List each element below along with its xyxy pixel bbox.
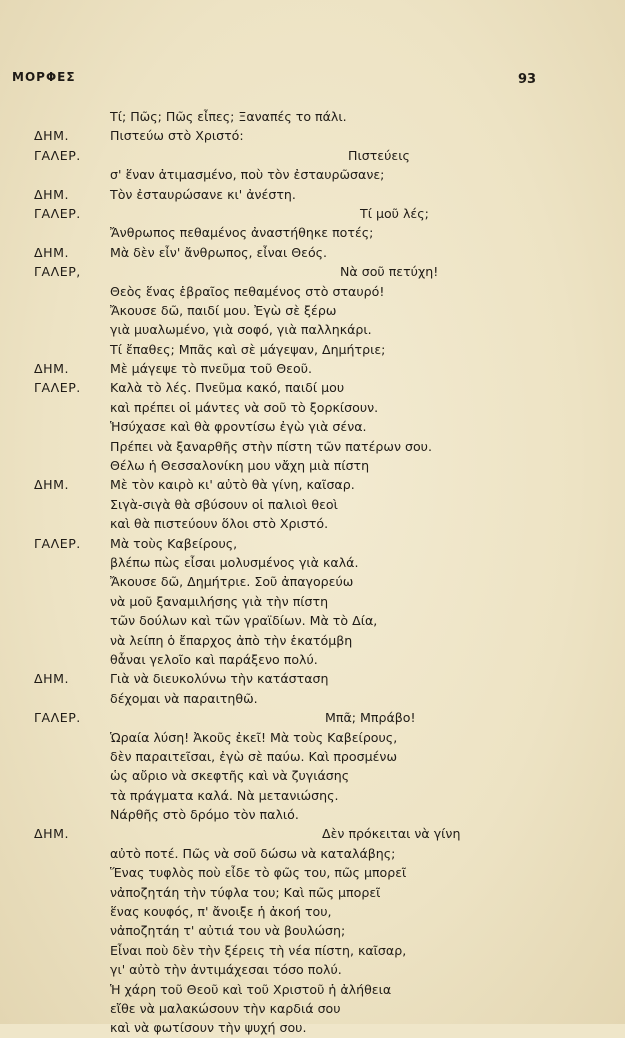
dialogue-line: [34, 902, 594, 921]
verse-text: Τί ἔπαθες; Μπᾶς καὶ σὲ μάγεψαν, Δημήτριε;: [110, 341, 386, 357]
verse-text: Μὲ τὸν καιρὸ κι' αὐτὸ θὰ γίνη, καῖσαρ.: [110, 477, 355, 493]
dialogue-line: [34, 359, 594, 378]
speaker-label: ΓΑΛΕΡ.: [34, 710, 81, 726]
dialogue-line: [34, 592, 594, 611]
dialogue-line: [34, 165, 594, 184]
dialogue-line: [34, 243, 594, 262]
verse-text: τῶν δούλων καὶ τῶν γραϊδίων. Μὰ τὸ Δία,: [110, 613, 378, 629]
running-title: ΜΟΡΦΕΣ: [12, 70, 76, 84]
dialogue-line: [34, 747, 594, 766]
dialogue-line: [34, 728, 594, 747]
verse-text: Ἄνθρωπος πεθαμένος ἀναστήθηκε ποτές;: [110, 225, 374, 241]
dialogue-line: [34, 262, 594, 281]
dialogue-line: [34, 378, 594, 397]
dialogue-line: [34, 824, 594, 843]
verse-text: Τί μοῦ λές;: [360, 205, 429, 221]
dialogue-line: [34, 514, 594, 533]
page-number: 93: [518, 72, 537, 87]
verse-text: δὲν παραιτεῖσαι, ἐγὼ σὲ παύω. Καὶ προσμένω: [110, 748, 398, 764]
verse-text: σ' ἕναν ἀτιμασμένο, ποὺ τὸν ἐσταυρῶσανε;: [110, 167, 385, 183]
dialogue-line: [34, 126, 594, 145]
verse-text: Πιστεύω στὸ Χριστό:: [110, 128, 244, 144]
dialogue-line: [34, 631, 594, 650]
dialogue-text: [34, 107, 594, 1038]
speaker-label: ΓΑΛΕΡ.: [34, 535, 81, 551]
dialogue-line: [34, 553, 594, 572]
speaker-label: ΔΗΜ.: [34, 671, 69, 687]
verse-text: Σιγὰ-σιγὰ θὰ σβύσουν οἱ παλιοὶ θεοὶ: [110, 496, 338, 512]
verse-text: Πιστεύεις: [348, 147, 410, 163]
verse-text: νἀποζητάη τὴν τύφλα του; Καὶ πῶς μπορεῖ: [110, 884, 381, 900]
verse-text: Τὸν ἐσταυρώσανε κι' ἀνέστη.: [110, 186, 296, 202]
dialogue-line: [34, 999, 594, 1018]
verse-text: Νὰ σοῦ πετύχη!: [340, 264, 439, 280]
dialogue-line: [34, 611, 594, 630]
dialogue-line: [34, 417, 594, 436]
dialogue-line: [34, 921, 594, 940]
verse-text: Ἡσύχασε καὶ θὰ φροντίσω ἐγὼ γιὰ σένα.: [110, 419, 367, 435]
dialogue-line: [34, 398, 594, 417]
dialogue-line: [34, 107, 594, 126]
dialogue-line: [34, 689, 594, 708]
verse-text: γιὰ μυαλωμένο, γιὰ σοφό, γιὰ παλληκάρι.: [110, 322, 372, 338]
dialogue-line: [34, 495, 594, 514]
dialogue-line: [34, 301, 594, 320]
verse-text: ἕνας κουφός, π' ἄνοιξε ἡ ἀκοή του,: [110, 904, 332, 920]
dialogue-line: [34, 282, 594, 301]
verse-text: δέχομαι νὰ παραιτηθῶ.: [110, 690, 258, 706]
verse-text: Μὰ δὲν εἶν' ἄνθρωπος, εἶναι Θεός.: [110, 244, 328, 260]
speaker-label: ΓΑΛΕΡ.: [34, 205, 81, 221]
speaker-label: ΔΗΜ.: [34, 477, 69, 493]
dialogue-line: [34, 708, 594, 727]
verse-text: Θέλω ἡ Θεσσαλονίκη μου νἄχη μιὰ πίστη: [110, 458, 370, 474]
dialogue-line: [34, 805, 594, 824]
verse-text: Μπᾶ; Μπράβο!: [325, 710, 416, 726]
verse-text: Μὰ τοὺς Καβείρους,: [110, 535, 238, 551]
verse-text: νἀποζητάη τ' αὐτιά του νὰ βουλώση;: [110, 923, 346, 939]
dialogue-line: [34, 1018, 594, 1037]
dialogue-line: [34, 863, 594, 882]
dialogue-line: [34, 204, 594, 223]
verse-text: καὶ νὰ φωτίσουν τὴν ψυχή σου.: [110, 1020, 307, 1036]
speaker-label: ΔΗΜ.: [34, 128, 69, 144]
dialogue-line: [34, 766, 594, 785]
dialogue-line: [34, 185, 594, 204]
verse-text: Θεὸς ἕνας ἑβραῖος πεθαμένος στὸ σταυρό!: [110, 283, 385, 299]
speaker-label: ΓΑΛΕΡ,: [34, 264, 81, 280]
verse-text: νὰ μοῦ ξαναμιλήσης γιὰ τὴν πίστη: [110, 593, 329, 609]
verse-text: ὡς αὔριο νὰ σκεφτῆς καὶ νὰ ζυγιάσης: [110, 768, 350, 784]
verse-text: Ἡ χάρη τοῦ Θεοῦ καὶ τοῦ Χριστοῦ ἡ ἀλήθεια: [110, 981, 392, 997]
dialogue-line: [34, 340, 594, 359]
dialogue-line: [34, 534, 594, 553]
verse-text: Γιὰ νὰ διευκολύνω τὴν κατάσταση: [110, 671, 329, 687]
speaker-label: ΔΗΜ.: [34, 361, 69, 377]
dialogue-line: [34, 844, 594, 863]
dialogue-line: [34, 883, 594, 902]
dialogue-line: [34, 960, 594, 979]
verse-text: γι' αὐτὸ τὴν ἀντιμάχεσαι τόσο πολύ.: [110, 962, 342, 978]
verse-text: βλέπω πὼς εἶσαι μολυσμένος γιὰ καλά.: [110, 554, 359, 570]
dialogue-line: [34, 146, 594, 165]
dialogue-line: [34, 669, 594, 688]
verse-text: Ὡραία λύση! Ἀκοῦς ἐκεῖ! Μὰ τοὺς Καβείρους,: [110, 729, 398, 745]
dialogue-line: [34, 786, 594, 805]
dialogue-line: [34, 475, 594, 494]
dialogue-line: [34, 456, 594, 475]
dialogue-line: [34, 980, 594, 999]
verse-text: τὰ πράγματα καλά. Νὰ μετανιώσης.: [110, 787, 339, 803]
verse-text: αὐτὸ ποτέ. Πῶς νὰ σοῦ δώσω νὰ καταλάβης;: [110, 845, 396, 861]
dialogue-line: [34, 320, 594, 339]
verse-text: καὶ πρέπει οἱ μάντες νὰ σοῦ τὸ ξορκίσουν.: [110, 399, 379, 415]
verse-text: Ἄκουσε δῶ, Δημήτριε. Σοῦ ἀπαγορεύω: [110, 574, 354, 590]
verse-text: Ἕνας τυφλὸς ποὺ εἶδε τὸ φῶς του, πῶς μπορεῖ: [110, 865, 407, 881]
dialogue-line: [34, 572, 594, 591]
verse-text: καὶ θὰ πιστεύουν ὅλοι στὸ Χριστό.: [110, 516, 329, 532]
dialogue-line: [34, 650, 594, 669]
verse-text: νὰ λείπη ὁ ἔπαρχος ἀπὸ τὴν ἑκατόμβη: [110, 632, 353, 648]
speaker-label: ΔΗΜ.: [34, 244, 69, 260]
dialogue-line: [34, 941, 594, 960]
verse-text: Πρέπει νὰ ξαναρθῆς στὴν πίστη τῶν πατέρων σου.: [110, 438, 432, 454]
speaker-label: ΔΗΜ.: [34, 826, 69, 842]
verse-text: Νάρθῆς στὸ δρόμο τὸν παλιό.: [110, 807, 299, 823]
verse-text: Καλὰ τὸ λές. Πνεῦμα κακό, παιδί μου: [110, 380, 345, 396]
verse-text: Ἄκουσε δῶ, παιδί μου. Ἐγὼ σὲ ξέρω: [110, 302, 337, 318]
verse-text: Εἶναι ποὺ δὲν τὴν ξέρεις τὴ νέα πίστη, καῖσαρ,: [110, 942, 407, 958]
speaker-label: ΔΗΜ.: [34, 186, 69, 202]
verse-text: εἴθε νὰ μαλακώσουν τὴν καρδιά σου: [110, 1000, 341, 1016]
speaker-label: ΓΑΛΕΡ.: [34, 380, 81, 396]
verse-text: Μὲ μάγεψε τὸ πνεῦμα τοῦ Θεοῦ.: [110, 361, 312, 377]
verse-text: Τί; Πῶς; Πῶς εἶπες; Ξαναπές το πάλι.: [110, 109, 347, 124]
speaker-label: ΓΑΛΕΡ.: [34, 147, 81, 163]
verse-text: Δὲν πρόκειται νὰ γίνη: [322, 826, 461, 842]
dialogue-line: [34, 437, 594, 456]
dialogue-line: [34, 223, 594, 242]
verse-text: θἆναι γελοῖο καὶ παράξενο πολύ.: [110, 651, 318, 667]
